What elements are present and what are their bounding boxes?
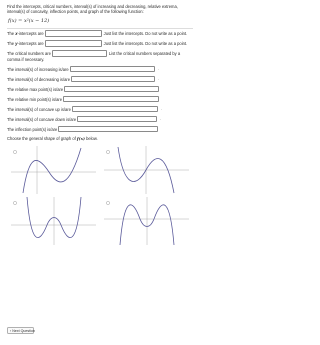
- concave-down-input[interactable]: [77, 116, 157, 123]
- critical-numbers-input[interactable]: [52, 50, 107, 57]
- critical-numbers-row: [7, 49, 193, 59]
- increasing-row: [7, 64, 193, 74]
- next-question-button[interactable]: [7, 327, 34, 334]
- graph-options: [7, 144, 193, 244]
- inflection-row: [7, 124, 193, 134]
- critical-numbers-hint: List the critical numbers separated by a: [108, 51, 181, 57]
- next-question-label: Next Question: [12, 329, 35, 333]
- increasing-status: ·: [157, 66, 160, 72]
- decreasing-label: The interval(s) of decreasing is/are: [7, 76, 71, 82]
- relative-max-input[interactable]: [64, 86, 159, 93]
- increasing-label: The interval(s) of increasing is/are: [7, 66, 69, 72]
- concave-down-label: The interval(s) of concave down is/are: [7, 116, 77, 122]
- graph-option-1[interactable]: [7, 144, 100, 195]
- graph-option-2[interactable]: [100, 144, 193, 195]
- y-intercepts-label: The y-intercepts are: [7, 41, 44, 47]
- critical-numbers-label: The critical numbers are: [7, 51, 51, 57]
- graph-option-4[interactable]: [100, 195, 193, 246]
- concave-up-label: The interval(s) of concave up is/are: [7, 106, 71, 112]
- decreasing-status: ·: [158, 76, 160, 82]
- relative-min-row: [7, 94, 193, 104]
- concave-up-status: ·: [160, 106, 163, 112]
- y-intercepts-row: [7, 39, 193, 49]
- inflection-input[interactable]: [58, 126, 158, 133]
- x-intercepts-hint: Just list the intercepts. Do not write as a point.: [103, 31, 188, 37]
- option-3-radio-icon[interactable]: [13, 201, 16, 204]
- critical-numbers-hint-continued: comma if necessary.: [7, 57, 45, 63]
- x-intercepts-input[interactable]: [45, 30, 102, 37]
- relative-min-input[interactable]: [63, 96, 159, 103]
- concave-up-input[interactable]: [72, 106, 158, 113]
- decreasing-row: [7, 74, 193, 84]
- concave-down-row: [7, 114, 193, 124]
- option-4-radio-icon[interactable]: [106, 201, 109, 204]
- inflection-label: The inflection point(s) is/are: [7, 126, 58, 132]
- x-intercepts-label: The x-intercepts are: [7, 31, 44, 37]
- relative-min-label: The relative min point(s) is/are: [7, 96, 63, 102]
- decreasing-input[interactable]: [71, 76, 155, 83]
- concave-up-row: [7, 104, 193, 114]
- graph-prompt: Choose the general shape of graph of f(x) below.: [7, 136, 98, 142]
- relative-max-row: [7, 84, 193, 94]
- option-1-curve: [23, 148, 81, 193]
- y-intercepts-input[interactable]: [45, 40, 102, 47]
- graph-prompt-row: [7, 134, 193, 143]
- instructions-text: Find the intercepts, critical numbers, interval(s) of increasing and decreasing, relative extrema, interval(s) of concavity, inflection points, and graph of the following function:: [7, 4, 178, 15]
- option-1-radio-icon[interactable]: [13, 150, 16, 153]
- increasing-input[interactable]: [70, 66, 155, 73]
- function-label: f(x) = x²(x − 12): [8, 17, 50, 24]
- x-intercepts-row: [7, 29, 193, 39]
- y-intercepts-hint: Just list the intercepts. Do not write as a point.: [103, 41, 188, 47]
- graph-option-3[interactable]: [7, 195, 100, 246]
- concave-down-status: ·: [160, 116, 162, 122]
- relative-max-label: The relative max point(s) is/are: [7, 86, 64, 92]
- option-2-radio-icon[interactable]: [106, 150, 109, 153]
- chevron-right-icon: ›: [10, 329, 12, 333]
